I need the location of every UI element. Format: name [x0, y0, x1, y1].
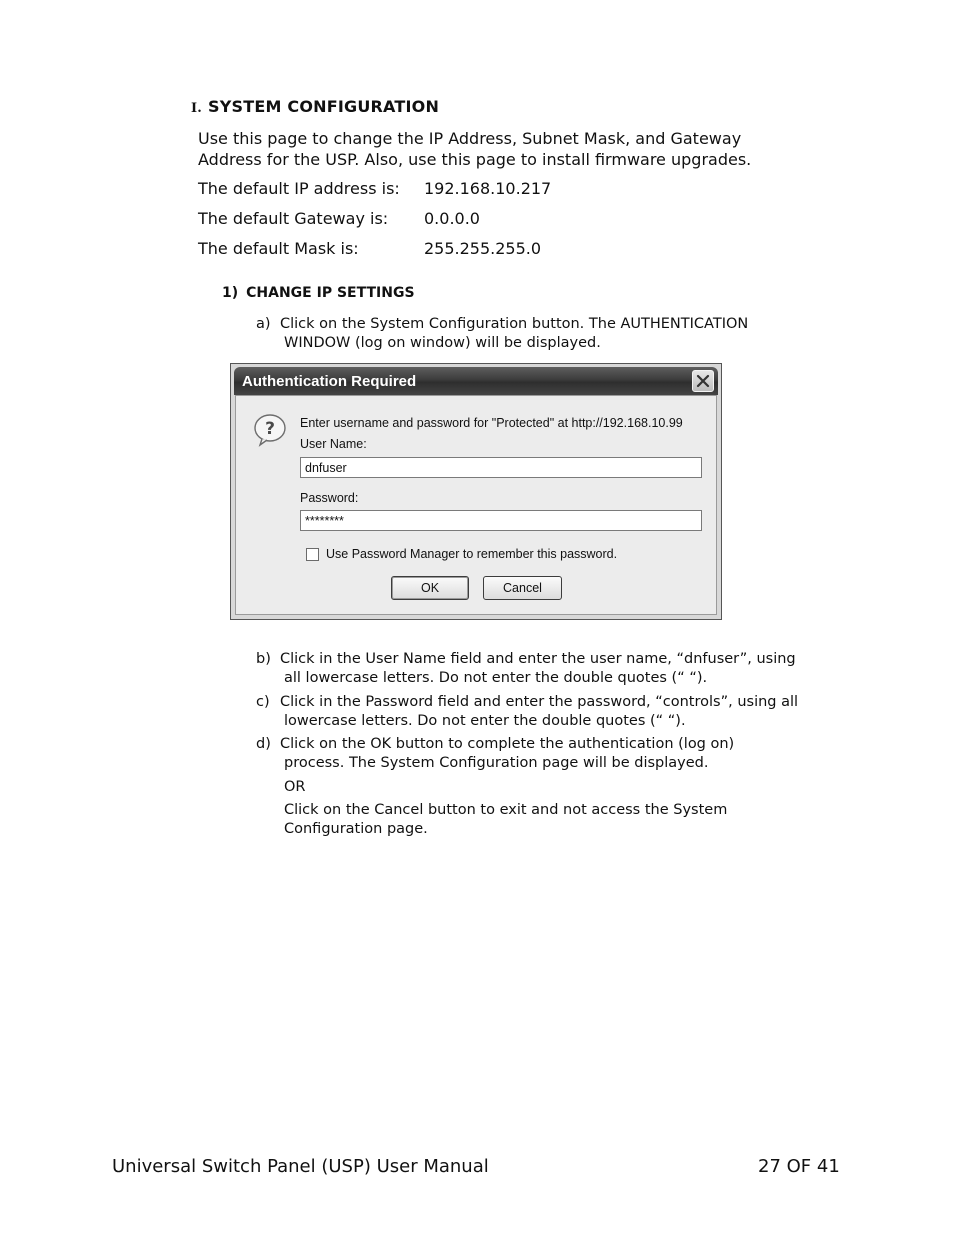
footer-title: Universal Switch Panel (USP) User Manual: [112, 1156, 489, 1177]
step-b-line1: Click in the User Name field and enter the user name, “dnfuser”, using: [280, 651, 796, 667]
authentication-dialog: [230, 363, 722, 620]
username-label: User Name:: [300, 437, 367, 451]
subsection-number: 1): [222, 285, 239, 301]
intro-line-2: Address for the USP. Also, use this page to install firmware upgrades.: [198, 150, 752, 169]
step-d: [256, 735, 734, 839]
step-d-or: OR: [284, 779, 306, 795]
default-ip-label: The default IP address is:: [198, 179, 400, 198]
default-ip-value: 192.168.10.217: [424, 179, 552, 198]
section-number: I.: [191, 101, 203, 116]
username-field[interactable]: dnfuser: [300, 457, 702, 478]
ok-button[interactable]: OK: [391, 576, 469, 600]
step-d-line2: process. The System Configuration page will be displayed.: [284, 755, 709, 771]
step-a: [256, 315, 748, 353]
subsection-title: CHANGE IP SETTINGS: [246, 285, 415, 301]
dialog-titlebar: [234, 367, 718, 395]
step-c-line1: Click in the Password field and enter the password, “controls”, using all: [280, 694, 799, 710]
remember-password-label: Use Password Manager to remember this password.: [326, 547, 618, 561]
password-field[interactable]: ********: [300, 510, 702, 531]
question-icon: [253, 413, 287, 447]
default-gateway-value: 0.0.0.0: [424, 209, 480, 228]
default-mask-label: The default Mask is:: [198, 239, 359, 258]
step-d-label: d): [256, 736, 271, 752]
dialog-body: [235, 395, 717, 615]
step-d-alt-line2: Configuration page.: [284, 821, 428, 837]
cancel-button[interactable]: Cancel: [483, 576, 562, 600]
step-c-line2: lowercase letters. Do not enter the double quotes (“ “).: [284, 713, 686, 729]
step-c: [256, 693, 798, 731]
section-intro: [198, 128, 751, 170]
password-label: Password:: [300, 491, 359, 505]
step-a-line2: WINDOW (log on window) will be displayed.: [284, 335, 601, 351]
step-b-label: b): [256, 651, 271, 667]
close-icon[interactable]: [692, 370, 714, 392]
dialog-message: Enter username and password for "Protected" at http://192.168.10.99: [300, 416, 683, 430]
dialog-title: Authentication Required: [242, 373, 417, 390]
intro-line-1: Use this page to change the IP Address, Subnet Mask, and Gateway: [198, 129, 742, 148]
page-number: 27 OF 41: [758, 1156, 840, 1177]
section-title: SYSTEM CONFIGURATION: [208, 97, 440, 116]
remember-password-checkbox[interactable]: [306, 548, 319, 561]
step-d-alt-line1: Click on the Cancel button to exit and not access the System: [284, 802, 728, 818]
step-b: [256, 650, 796, 688]
step-d-line1: Click on the OK button to complete the authentication (log on): [280, 736, 735, 752]
default-gateway-label: The default Gateway is:: [198, 209, 389, 228]
step-b-line2: all lowercase letters. Do not enter the double quotes (“ “).: [284, 670, 708, 686]
default-mask-value: 255.255.255.0: [424, 239, 542, 258]
svg-text:?: ?: [265, 419, 275, 439]
step-a-label: a): [256, 316, 271, 332]
section-heading: [191, 97, 439, 116]
step-c-label: c): [256, 694, 270, 710]
step-a-line1: Click on the System Configuration button. The AUTHENTICATION: [280, 316, 749, 332]
subsection-heading: [222, 285, 415, 301]
